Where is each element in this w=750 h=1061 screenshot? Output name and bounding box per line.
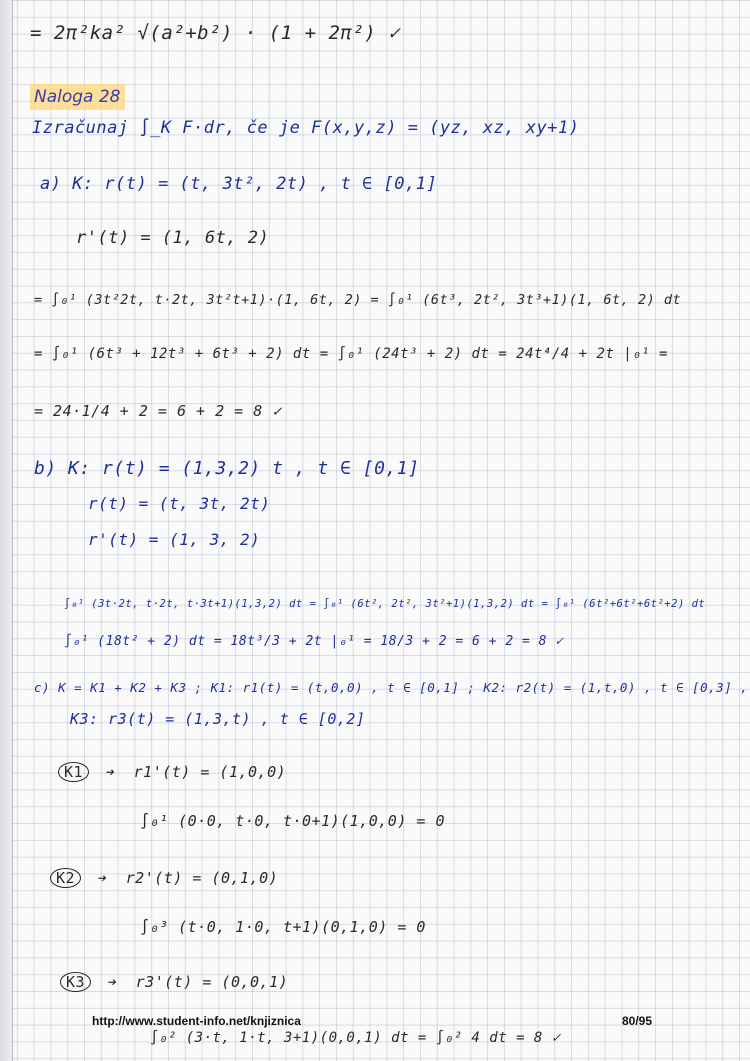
- k3-arrow-icon: ➔: [106, 973, 117, 991]
- k3-circled-label: K3: [60, 972, 91, 992]
- k2-integral: ∫₀³ (t·0, 1·0, t+1)(0,1,0) = 0: [140, 918, 426, 936]
- k3-integral: ∫₀² (3·t, 1·t, 3+1)(0,0,1) dt = ∫₀² 4 dt = 8 ✓: [150, 1030, 561, 1046]
- k1-section: [58, 762, 286, 782]
- k2-derivative: r2'(t) = (0,1,0): [125, 869, 279, 887]
- page-title: Naloga 28: [30, 84, 125, 110]
- k1-circled-label: K1: [58, 762, 89, 782]
- part-c-decomposition: c) K = K1 + K2 + K3 ; K1: r1(t) = (t,0,0) , t ∈ [0,1] ; K2: r2(t) = (1,t,0) , t ∈ [0,3] ,: [34, 680, 749, 695]
- part-c-k3-parametrization: K3: r3(t) = (1,3,t) , t ∈ [0,2]: [70, 710, 366, 728]
- continued-result-line: = 2π²ka² √(a²+b²) · (1 + 2π²) ✓: [30, 22, 401, 44]
- k1-arrow-icon: ➔: [104, 763, 115, 781]
- page-number: 80/95: [622, 1014, 653, 1028]
- part-a-result: = 24·1/4 + 2 = 6 + 2 = 8 ✓: [34, 402, 282, 420]
- part-a-curve: a) K: r(t) = (t, 3t², 2t) , t ∈ [0,1]: [40, 174, 438, 194]
- part-a-derivative: r'(t) = (1, 6t, 2): [76, 228, 270, 248]
- k2-circled-label: K2: [50, 868, 81, 888]
- k3-section: [60, 972, 288, 992]
- task-statement: Izračunaj ∫_K F·dr, če je F(x,y,z) = (yz, xz, xy+1): [32, 118, 580, 138]
- footer-url: http://www.student-info.net/knjiznica: [92, 1014, 301, 1028]
- part-b-integral-1: ∫₀¹ (3t·2t, t·2t, t·3t+1)(1,3,2) dt = ∫₀¹ (6t², 2t², 3t²+1)(1,3,2) dt = ∫₀¹ (6t²+6t²+6t²+2) dt: [64, 598, 706, 610]
- part-a-integral-2: = ∫₀¹ (6t³ + 12t³ + 6t³ + 2) dt = ∫₀¹ (24t³ + 2) dt = 24t⁴/4 + 2t |₀¹ =: [34, 346, 668, 362]
- k1-derivative: r1'(t) = (1,0,0): [133, 763, 287, 781]
- part-b-integral-2: ∫₀¹ (18t² + 2) dt = 18t³/3 + 2t |₀¹ = 18/3 + 2 = 6 + 2 = 8 ✓: [64, 634, 564, 649]
- k1-integral: ∫₀¹ (0·0, t·0, t·0+1)(1,0,0) = 0: [140, 812, 445, 830]
- k2-arrow-icon: ➔: [96, 869, 107, 887]
- part-b-derivative: r'(t) = (1, 3, 2): [88, 530, 261, 549]
- part-b-curve: b) K: r(t) = (1,3,2) t , t ∈ [0,1]: [34, 458, 420, 479]
- part-a-integral-1: = ∫₀¹ (3t²2t, t·2t, 3t²t+1)·(1, 6t, 2) = ∫₀¹ (6t³, 2t², 3t³+1)(1, 6t, 2) dt: [34, 292, 682, 308]
- k3-derivative: r3'(t) = (0,0,1): [135, 973, 289, 991]
- k2-section: [50, 868, 278, 888]
- notebook-binding-edge: [0, 0, 13, 1061]
- part-b-parametrization: r(t) = (t, 3t, 2t): [88, 494, 271, 513]
